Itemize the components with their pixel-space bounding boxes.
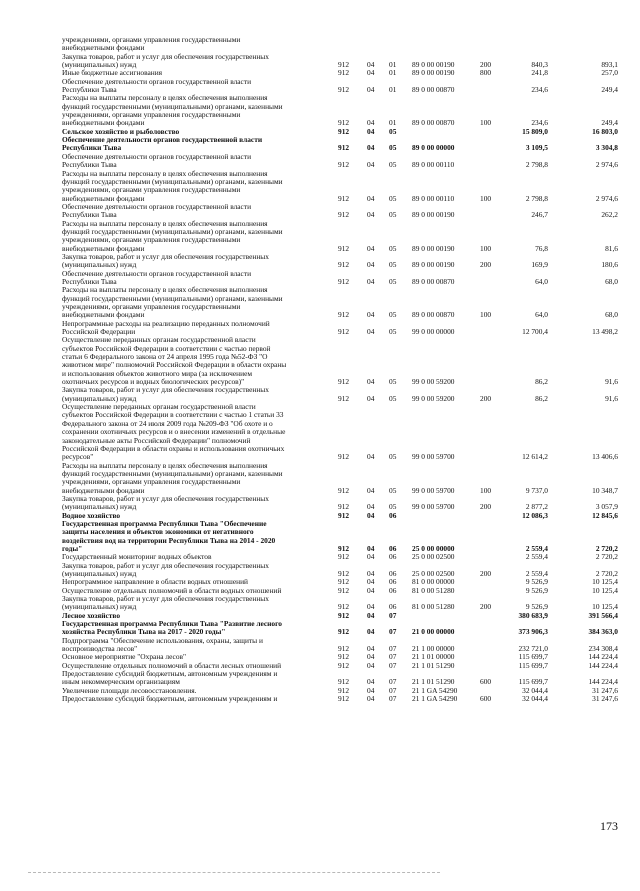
table-row [62, 695, 618, 703]
target-article-code: 89 0 00 00110 [412, 160, 455, 170]
amount-2019: 2 559,4 [525, 569, 548, 578]
target-article-code: 89 0 00 00190 [412, 260, 455, 270]
amount-2020: 68,0 [605, 310, 618, 320]
subsection-code: 05 [389, 210, 397, 220]
subsection-code: 06 [389, 569, 397, 578]
amount-2019: 15 809,0 [522, 126, 548, 136]
subsection-code: 05 [389, 260, 397, 270]
target-article-code: 21 1 00 00000 [412, 644, 455, 654]
ministry-code: 912 [338, 143, 350, 153]
row-description: Расходы на выплаты персоналу в целях обеспечения выполнения функций государственными (муниципальными) органами, казенными учреждениями, органами управления государственными внебюджетными фондами [62, 168, 283, 203]
section-code: 04 [367, 660, 375, 670]
ministry-code: 912 [338, 510, 350, 520]
section-code: 04 [367, 193, 375, 203]
row-description: Подпрограмма "Обеспечение использования, охраны, защиты и воспроизводства лесов" [62, 635, 263, 654]
subsection-code: 05 [389, 377, 397, 387]
target-article-code: 99 0 00 59700 [412, 485, 455, 495]
table-row [62, 220, 618, 253]
ministry-code: 912 [338, 677, 350, 687]
amount-2020: 13 406,6 [592, 452, 618, 462]
expense-type-code: 200 [480, 393, 492, 403]
ministry-code: 912 [338, 118, 350, 128]
expense-type-code: 200 [480, 569, 492, 578]
target-article-code: 99 0 00 59200 [412, 377, 455, 387]
ministry-code: 912 [338, 260, 350, 270]
table-row [62, 495, 618, 512]
row-description: Непрограммные расходы на реализацию переданных полномочий Российской Федерации [62, 318, 270, 337]
amount-2020: 3 304,8 [595, 143, 618, 153]
target-article-code: 81 0 00 51280 [412, 585, 455, 595]
target-article-code: 21 1 01 00000 [412, 652, 455, 662]
target-article-code: 21 1 GA 54290 [412, 694, 458, 704]
section-code: 04 [367, 569, 375, 578]
table-row [62, 53, 618, 70]
section-code: 04 [367, 585, 375, 595]
amount-2019: 234,6 [531, 85, 548, 95]
ministry-code: 912 [338, 210, 350, 220]
target-article-code: 21 1 01 51290 [412, 660, 455, 670]
ministry-code: 912 [338, 585, 350, 595]
subsection-code: 06 [389, 585, 397, 595]
row-description: Закупка товаров, работ и услуг для обеспечения государственных (муниципальных) нужд [62, 560, 269, 578]
expense-type-code: 100 [480, 118, 492, 128]
amount-2020: 249,4 [601, 118, 618, 128]
amount-2020: 3 057,9 [595, 502, 618, 512]
ministry-code: 912 [338, 644, 350, 654]
section-code: 04 [367, 143, 375, 153]
table-row [62, 403, 618, 461]
table-row [62, 637, 618, 654]
subsection-code: 05 [389, 160, 397, 170]
row-description: Обеспечение деятельности органов государственной власти Республики Тыва [62, 151, 252, 170]
amount-2020: 10 348,7 [592, 485, 618, 495]
amount-2019: 115 699,7 [518, 660, 548, 670]
ministry-code: 912 [338, 276, 350, 286]
amount-2019: 86,2 [535, 377, 548, 387]
amount-2020: 180,6 [601, 260, 618, 270]
amount-2020: 144 224,4 [588, 677, 618, 687]
section-code: 04 [367, 452, 375, 462]
expense-type-code: 600 [480, 694, 492, 704]
subsection-code: 06 [389, 510, 397, 520]
expense-type-code: 100 [480, 485, 492, 495]
subsection-code: 06 [389, 577, 397, 587]
amount-2019: 9 526,9 [525, 585, 548, 595]
section-code: 04 [367, 677, 375, 687]
amount-2020: 12 845,6 [592, 510, 618, 520]
amount-2020: 16 803,0 [592, 126, 618, 136]
section-code: 04 [367, 652, 375, 662]
section-code: 04 [367, 393, 375, 403]
table-row [62, 562, 618, 579]
table-row [62, 320, 618, 337]
target-article-code: 21 0 00 00000 [412, 627, 455, 637]
subsection-code: 07 [389, 677, 397, 687]
expense-type-code: 800 [480, 68, 492, 78]
row-description: учреждениями, органами управления государственными внебюджетными фондами [62, 35, 241, 53]
row-description: Закупка товаров, работ и услуг для обеспечения государственных (муниципальных) нужд [62, 51, 269, 70]
section-code: 04 [367, 627, 375, 637]
amount-2020: 144 224,4 [588, 660, 618, 670]
row-description: Предоставление субсидий бюджетным, автономным учреждениям и [62, 694, 278, 704]
row-description: Основное мероприятие "Охрана лесов" [62, 652, 187, 662]
budget-table [62, 36, 618, 704]
expense-type-code: 200 [480, 60, 492, 70]
subsection-code: 05 [389, 243, 397, 253]
amount-2019: 115 699,7 [518, 677, 548, 687]
subsection-code: 07 [389, 652, 397, 662]
row-description: Расходы на выплаты персоналу в целях обеспечения выполнения функций государственными (муниципальными) органами, казенными учреждениями, органами управления государственными внебюджетными фондами [62, 218, 283, 253]
subsection-code: 05 [389, 126, 397, 136]
ministry-code: 912 [338, 310, 350, 320]
amount-2020: 31 247,6 [592, 694, 618, 704]
amount-2019: 2 559,4 [525, 543, 548, 553]
amount-2019: 169,9 [531, 260, 548, 270]
amount-2019: 32 044,4 [522, 685, 548, 695]
row-description: Лесное хозяйство [62, 610, 121, 620]
target-article-code: 89 0 00 00190 [412, 210, 455, 220]
amount-2020: 68,0 [605, 276, 618, 286]
row-description: Закупка товаров, работ и услуг для обеспечения государственных (муниципальных) нужд [62, 594, 269, 612]
row-description: Сельское хозяйство и рыболовство [62, 126, 180, 136]
row-description: Осуществление переданных органам государственной власти субъектов Российской Федерации в соответствии с частью 1 статьи 33 Федерального закона от 24 июля 2009 года №209-ФЗ "Об охоте и о сохранении охотничьих ресурсов и о внесении изменений в отдельные законодательные акты Российской Федерации" полномочий Российской Федерации в области охраны и использования охотничьих ресурсов" [62, 402, 286, 462]
subsection-code: 07 [389, 694, 397, 704]
row-description: Расходы на выплаты персоналу в целях обеспечения выполнения функций государственными (муниципальными) органами, казенными учреждениями, органами управления государственными внебюджетными фондами [62, 285, 283, 320]
amount-2019: 2 798,8 [525, 160, 548, 170]
subsection-code: 05 [389, 193, 397, 203]
ministry-code: 912 [338, 452, 350, 462]
amount-2019: 9 526,9 [525, 602, 548, 612]
section-code: 04 [367, 685, 375, 695]
amount-2020: 262,2 [601, 210, 618, 220]
footer-divider [28, 872, 440, 873]
ministry-code: 912 [338, 377, 350, 387]
amount-2020: 2 974,6 [595, 193, 618, 203]
subsection-code: 07 [389, 627, 397, 637]
target-article-code: 89 0 00 00870 [412, 118, 455, 128]
ministry-code: 912 [338, 627, 350, 637]
section-code: 04 [367, 310, 375, 320]
expense-type-code: 200 [480, 602, 492, 612]
amount-2020: 257,0 [601, 68, 618, 78]
section-code: 04 [367, 260, 375, 270]
subsection-code: 05 [389, 310, 397, 320]
ministry-code: 912 [338, 485, 350, 495]
amount-2019: 232 721,0 [518, 644, 548, 654]
row-description: Водное хозяйство [62, 510, 121, 520]
table-row [62, 670, 618, 687]
section-code: 04 [367, 377, 375, 387]
amount-2020: 31 247,6 [592, 685, 618, 695]
row-description: Осуществление отдельных полномочий в области лесных отношений [62, 660, 282, 670]
expense-type-code: 200 [480, 502, 492, 512]
subsection-code: 01 [389, 118, 397, 128]
section-code: 04 [367, 85, 375, 95]
row-description: Расходы на выплаты персоналу в целях обеспечения выполнения функций государственными (муниципальными) органами, казенными учреждениями, органами управления государственными внебюджетными фондами [62, 460, 283, 495]
section-code: 04 [367, 610, 375, 620]
ministry-code: 912 [338, 60, 350, 70]
amount-2020: 91,6 [605, 377, 618, 387]
target-article-code: 99 0 00 59700 [412, 502, 455, 512]
section-code: 04 [367, 644, 375, 654]
ministry-code: 912 [338, 602, 350, 612]
table-row [62, 78, 618, 95]
section-code: 04 [367, 276, 375, 286]
ministry-code: 912 [338, 243, 350, 253]
amount-2020: 384 363,0 [588, 627, 618, 637]
target-article-code: 89 0 00 00190 [412, 243, 455, 253]
amount-2020: 10 125,4 [592, 577, 618, 587]
subsection-code: 06 [389, 543, 397, 553]
ministry-code: 912 [338, 685, 350, 695]
table-row [62, 462, 618, 495]
ministry-code: 912 [338, 393, 350, 403]
target-article-code: 89 0 00 00870 [412, 310, 455, 320]
amount-2019: 9 737,0 [525, 485, 548, 495]
subsection-code: 06 [389, 602, 397, 612]
table-row [62, 336, 618, 386]
subsection-code: 05 [389, 452, 397, 462]
table-row [62, 36, 618, 53]
ministry-code: 912 [338, 502, 350, 512]
target-article-code: 99 0 00 59200 [412, 393, 455, 403]
target-article-code: 89 0 00 00190 [412, 68, 455, 78]
amount-2019: 76,8 [535, 243, 548, 253]
amount-2020: 91,6 [605, 393, 618, 403]
ministry-code: 912 [338, 85, 350, 95]
section-code: 04 [367, 502, 375, 512]
target-article-code: 89 0 00 00870 [412, 85, 455, 95]
row-description: Увеличение площади лесовосстановления. [62, 685, 197, 695]
target-article-code: 25 0 00 02500 [412, 569, 455, 578]
section-code: 04 [367, 577, 375, 587]
amount-2019: 2 877,2 [525, 502, 548, 512]
target-article-code: 21 1 01 51290 [412, 677, 455, 687]
subsection-code: 01 [389, 68, 397, 78]
target-article-code: 21 1 GA 54290 [412, 685, 458, 695]
row-description: Осуществление отдельных полномочий в области водных отношений [62, 585, 282, 595]
ministry-code: 912 [338, 126, 350, 136]
amount-2020: 10 125,4 [592, 585, 618, 595]
subsection-code: 07 [389, 660, 397, 670]
amount-2020: 2 720,2 [595, 543, 618, 553]
target-article-code: 81 0 00 00000 [412, 577, 455, 587]
ministry-code: 912 [338, 327, 350, 337]
amount-2019: 115 699,7 [518, 652, 548, 662]
section-code: 04 [367, 485, 375, 495]
section-code: 04 [367, 543, 375, 553]
ministry-code: 912 [338, 68, 350, 78]
ministry-code: 912 [338, 610, 350, 620]
target-article-code: 89 0 00 00110 [412, 193, 455, 203]
row-description: Закупка товаров, работ и услуг для обеспечения государственных (муниципальных) нужд [62, 251, 269, 270]
ministry-code: 912 [338, 577, 350, 587]
table-row [62, 620, 618, 637]
amount-2019: 12 086,3 [522, 510, 548, 520]
section-code: 04 [367, 126, 375, 136]
table-row [62, 203, 618, 220]
ministry-code: 912 [338, 652, 350, 662]
row-description: Государственная программа Республики Тыва "Обеспечение защиты населения и объектов экономики от негативного воздействия вод на территории Республики Тыва на 2014 - 2020 годы" [62, 518, 276, 553]
amount-2019: 64,0 [535, 276, 548, 286]
amount-2020: 81,6 [605, 243, 618, 253]
subsection-code: 06 [389, 552, 397, 562]
row-description: Непрограммное направление в области водных отношений [62, 577, 249, 587]
expense-type-code: 100 [480, 310, 492, 320]
row-description: Обеспечение деятельности органов государственной власти Республики Тыва [62, 135, 263, 153]
table-row [62, 253, 618, 270]
section-code: 04 [367, 510, 375, 520]
subsection-code: 01 [389, 85, 397, 95]
amount-2020: 13 498,2 [592, 327, 618, 337]
section-code: 04 [367, 552, 375, 562]
section-code: 04 [367, 327, 375, 337]
expense-type-code: 200 [480, 260, 492, 270]
target-article-code: 81 0 00 51280 [412, 602, 455, 612]
expense-type-code: 100 [480, 243, 492, 253]
target-article-code: 89 0 00 00190 [412, 60, 455, 70]
table-row [62, 136, 618, 153]
subsection-code: 07 [389, 610, 397, 620]
ministry-code: 912 [338, 160, 350, 170]
amount-2020: 2 974,6 [595, 160, 618, 170]
ministry-code: 912 [338, 694, 350, 704]
row-description: Закупка товаров, работ и услуг для обеспечения государственных (муниципальных) нужд [62, 493, 269, 512]
section-code: 04 [367, 210, 375, 220]
section-code: 04 [367, 243, 375, 253]
amount-2019: 86,2 [535, 393, 548, 403]
table-row [62, 386, 618, 403]
subsection-code: 05 [389, 143, 397, 153]
table-row [62, 286, 618, 319]
amount-2020: 249,4 [601, 85, 618, 95]
ministry-code: 912 [338, 552, 350, 562]
subsection-code: 05 [389, 393, 397, 403]
ministry-code: 912 [338, 543, 350, 553]
row-description: Закупка товаров, работ и услуг для обеспечения государственных (муниципальных) нужд [62, 385, 269, 403]
section-code: 04 [367, 694, 375, 704]
target-article-code: 89 0 00 00870 [412, 276, 455, 286]
amount-2019: 32 044,4 [522, 694, 548, 704]
section-code: 04 [367, 68, 375, 78]
amount-2019: 246,7 [531, 210, 548, 220]
amount-2019: 9 526,9 [525, 577, 548, 587]
table-row [62, 170, 618, 203]
amount-2019: 64,0 [535, 310, 548, 320]
section-code: 04 [367, 118, 375, 128]
amount-2019: 840,3 [531, 60, 548, 70]
section-code: 04 [367, 602, 375, 612]
amount-2019: 12 614,2 [522, 452, 548, 462]
amount-2019: 241,8 [531, 68, 548, 78]
subsection-code: 07 [389, 644, 397, 654]
row-description: Предоставление субсидий бюджетным, автономным учреждениям и иным некоммерческим организациям [62, 669, 278, 687]
amount-2020: 144 224,4 [588, 652, 618, 662]
expense-type-code: 600 [480, 677, 492, 687]
subsection-code: 07 [389, 685, 397, 695]
target-article-code: 99 0 00 00000 [412, 327, 455, 337]
table-row [62, 153, 618, 170]
target-article-code: 99 0 00 59700 [412, 452, 455, 462]
section-code: 04 [367, 160, 375, 170]
row-description: Обеспечение деятельности органов государственной власти Республики Тыва [62, 268, 252, 286]
subsection-code: 05 [389, 502, 397, 512]
row-description: Государственный мониторинг водных объектов [62, 552, 212, 562]
subsection-code: 05 [389, 276, 397, 286]
amount-2019: 234,6 [531, 118, 548, 128]
target-article-code: 25 0 00 02500 [412, 552, 455, 562]
target-article-code: 89 0 00 00000 [412, 143, 455, 153]
amount-2020: 391 566,4 [588, 610, 618, 620]
amount-2019: 373 906,3 [518, 627, 548, 637]
ministry-code: 912 [338, 660, 350, 670]
amount-2020: 2 720,2 [595, 569, 618, 578]
subsection-code: 05 [389, 327, 397, 337]
amount-2019: 12 700,4 [522, 327, 548, 337]
section-code: 04 [367, 60, 375, 70]
amount-2020: 2 720,2 [595, 552, 618, 562]
amount-2019: 380 683,9 [518, 610, 548, 620]
amount-2019: 2 559,4 [525, 552, 548, 562]
row-description: Расходы на выплаты персоналу в целях обеспечения выполнения функций государственными (муниципальными) органами, казенными учреждениями, органами управления государственными внебюджетными фондами [62, 93, 283, 128]
amount-2020: 234 308,4 [588, 644, 618, 654]
amount-2020: 893,1 [601, 60, 618, 70]
table-row [62, 94, 618, 127]
row-description: Обеспечение деятельности органов государственной власти Республики Тыва [62, 76, 252, 95]
expense-type-code: 100 [480, 193, 492, 203]
table-row [62, 595, 618, 612]
target-article-code: 25 0 00 00000 [412, 543, 455, 553]
subsection-code: 05 [389, 485, 397, 495]
row-description: Иные бюджетные ассигнования [62, 68, 163, 78]
table-row [62, 270, 618, 287]
amount-2020: 10 125,4 [592, 602, 618, 612]
row-description: Обеспечение деятельности органов государственной власти Республики Тыва [62, 201, 252, 220]
amount-2019: 2 798,8 [525, 193, 548, 203]
subsection-code: 01 [389, 60, 397, 70]
table-row [62, 520, 618, 553]
amount-2019: 3 109,5 [525, 143, 548, 153]
ministry-code: 912 [338, 193, 350, 203]
page-number: 173 [600, 819, 618, 833]
ministry-code: 912 [338, 569, 350, 578]
row-description: Осуществление переданных органам государственной власти субъектов Российской Федерации в соответствии с частью первой статьи 6 Федерального закона от 24 апреля 1995 года №52-ФЗ "О животном мире" полномочий Российской Федерации в области охраны и использования объектов животного мира (за исключением охотничьих ресурсов и водных биологических ресурсов)" [62, 335, 287, 387]
row-description: Государственная программа Республики Тыва "Развитие лесного хозяйства Республики Тыва на 2017 - 2020 годы" [62, 619, 282, 637]
